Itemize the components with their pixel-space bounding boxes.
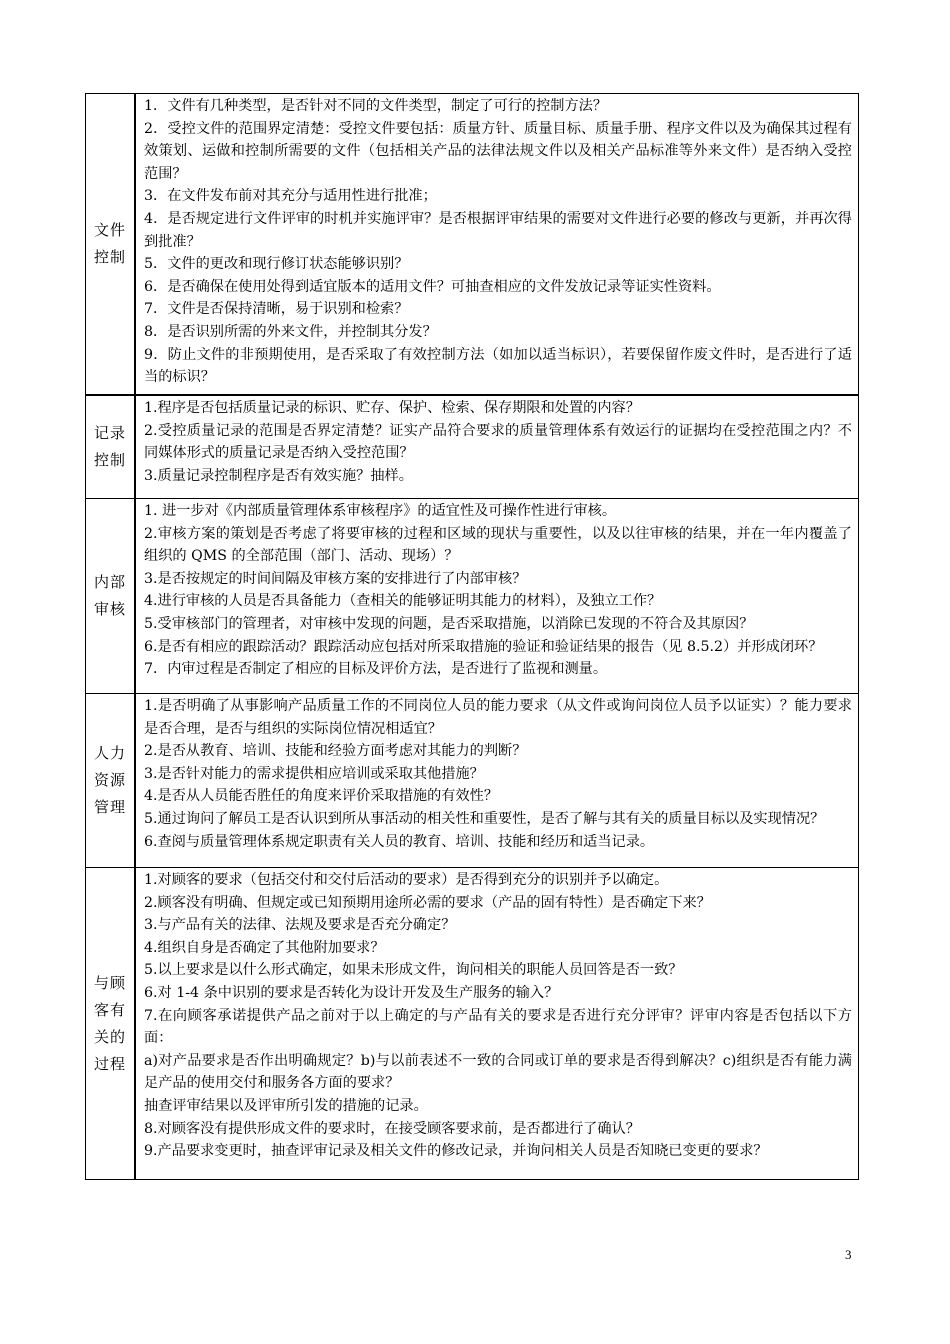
section-human-resources <box>86 693 858 867</box>
section-label-cell <box>86 499 136 693</box>
section-label-cell <box>86 868 136 1179</box>
check-item: 9．防止文件的非预期使用，是否采取了有效控制方法（如加以适当标识），若要保留作废文件时，是否进行了适当的标识？ <box>144 346 852 386</box>
check-item: 6.是否有相应的跟踪活动？跟踪活动应包括对所采取措施的验证和验证结果的报告（见 8.5.2）并形成闭环？ <box>144 638 823 655</box>
section-label-cell <box>86 94 136 394</box>
check-item: 3.质量记录控制程序是否有效实施？抽样。 <box>144 467 413 484</box>
page-number: 3 <box>845 1247 852 1262</box>
section-label-cell <box>86 396 136 498</box>
section-label: 内部审核 <box>93 573 126 618</box>
check-item: 7．文件是否保持清晰，易于识别和检索？ <box>144 301 409 318</box>
section-internal-audit <box>86 498 858 693</box>
check-item: 1.对顾客的要求（包括交付和交付后活动的要求）是否得到充分的识别并予以确定。 <box>144 872 669 888</box>
check-item: 4．是否规定进行文件评审的时机并实施评审？是否根据评审结果的需要对文件进行必要的修改与更新，并再次得到批准？ <box>144 210 852 250</box>
check-item: 3.与产品有关的法律、法规及要求是否充分确定？ <box>144 917 456 934</box>
check-item: 2.顾客没有明确、但规定或已知预期用途所必需的要求（产品的固有特性）是否确定下来？ <box>144 894 711 911</box>
check-item: 2.受控质量记录的范围是否界定清楚？证实产品符合要求的质量管理体系有效运行的证据均在受控范围之内？不同媒体形式的质量记录是否纳入受控范围？ <box>144 422 852 462</box>
check-item: 1. 进一步对《内部质量管理体系审核程序》的适宜性及可操作性进行审核。 <box>144 503 617 519</box>
check-item: 8.对顾客没有提供形成文件的要求时，在接受顾客要求前，是否都进行了确认？ <box>144 1120 640 1137</box>
section-content <box>136 694 858 867</box>
check-item: 3.是否针对能力的需求提供相应培训或采取其他措施？ <box>144 765 484 782</box>
check-item: a)对产品要求是否作出明确规定？b)与以前表述不一致的合同或订单的要求是否得到解决？c)组织是否有能力满足产品的使用交付和服务各方面的要求？ <box>144 1052 852 1092</box>
check-item: 3．在文件发布前对其充分与适用性进行批准； <box>144 188 437 205</box>
section-label: 与顾客有关的过程 <box>93 973 126 1073</box>
check-item: 7．内审过程是否制定了相应的目标及评价方法，是否进行了监视和测量。 <box>144 661 608 678</box>
audit-checklist-table <box>85 93 859 1180</box>
section-document-control <box>86 94 858 394</box>
section-label-cell <box>86 694 136 867</box>
check-item: 4.进行审核的人员是否具备能力（查相关的能够证明其能力的材料），及独立工作？ <box>144 593 662 610</box>
check-item: 1.是否明确了从事影响产品质量工作的不同岗位人员的能力要求（从文件或询问岗位人员予以证实）？能力要求是否合理，是否与组织的实际岗位情况相适宜？ <box>144 698 852 737</box>
check-item: 2.审核方案的策划是否考虑了将要审核的过程和区域的现状与重要性，以及以往审核的结果，并在一年内覆盖了组织的 QMS 的全部范围（部门、活动、现场）？ <box>144 525 852 565</box>
check-item: 5.以上要求是以什么形式确定，如果未形成文件，询问相关的职能人员回答是否一致？ <box>144 962 683 979</box>
section-label: 文件控制 <box>93 221 126 266</box>
check-item: 抽查评审结果以及评审所引发的措施的记录。 <box>144 1097 428 1114</box>
section-content <box>136 499 858 693</box>
check-item: 4.是否从人员能否胜任的角度来评价采取措施的有效性？ <box>144 788 499 805</box>
check-item: 1.程序是否包括质量记录的标识、贮存、保护、检索、保存期限和处置的内容？ <box>144 400 640 416</box>
check-item: 2．受控文件的范围界定清楚：受控文件要包括：质量方针、质量目标、质量手册、程序文件以及为确保其过程有效策划、运做和控制所需要的文件（包括相关产品的法律法规文件以及相关产品标准等外来文件）是否纳入受控范围？ <box>144 120 852 182</box>
section-label: 记录控制 <box>93 424 126 469</box>
check-item: 9.产品要求变更时，抽查评审记录及相关文件的修改记录，并询问相关人员是否知晓已变更的要求？ <box>144 1143 768 1160</box>
check-item: 4.组织自身是否确定了其他附加要求？ <box>144 939 385 956</box>
section-content <box>136 396 858 498</box>
check-item: 5．文件的更改和现行修订状态能够识别？ <box>144 256 409 273</box>
check-item: 1．文件有几种类型，是否针对不同的文件类型，制定了可行的控制方法？ <box>144 98 608 114</box>
check-item: 6．是否确保在使用处得到适宜版本的适用文件？可抽查相应的文件发放记录等证实性资料。 <box>144 278 721 295</box>
check-item: 5.受审核部门的管理者，对审核中发现的问题，是否采取措施，以消除已发现的不符合及其原因？ <box>144 615 754 632</box>
section-label: 人力资源管理 <box>93 744 126 816</box>
check-item: 7.在向顾客承诺提供产品之前对于以上确定的与产品有关的要求是否进行充分评审？评审内容是否包括以下方面： <box>144 1007 852 1047</box>
check-item: 6.对 1-4 条中识别的要求是否转化为设计开发及生产服务的输入？ <box>144 984 559 1001</box>
check-item: 3.是否按规定的时间间隔及审核方案的安排进行了内部审核？ <box>144 570 527 587</box>
section-customer-processes <box>86 867 858 1179</box>
section-content <box>136 868 858 1179</box>
check-item: 6.查阅与质量管理体系规定职责有关人员的教育、培训、技能和经历和适当记录。 <box>144 833 655 850</box>
section-content <box>136 94 858 394</box>
check-item: 8．是否识别所需的外来文件，并控制其分发？ <box>144 323 437 340</box>
check-item: 2.是否从教育、培训、技能和经验方面考虑对其能力的判断？ <box>144 743 527 760</box>
section-record-control <box>86 394 858 498</box>
check-item: 5.通过询问了解员工是否认识到所从事活动的相关性和重要性，是否了解与其有关的质量目标以及实现情况？ <box>144 810 825 827</box>
